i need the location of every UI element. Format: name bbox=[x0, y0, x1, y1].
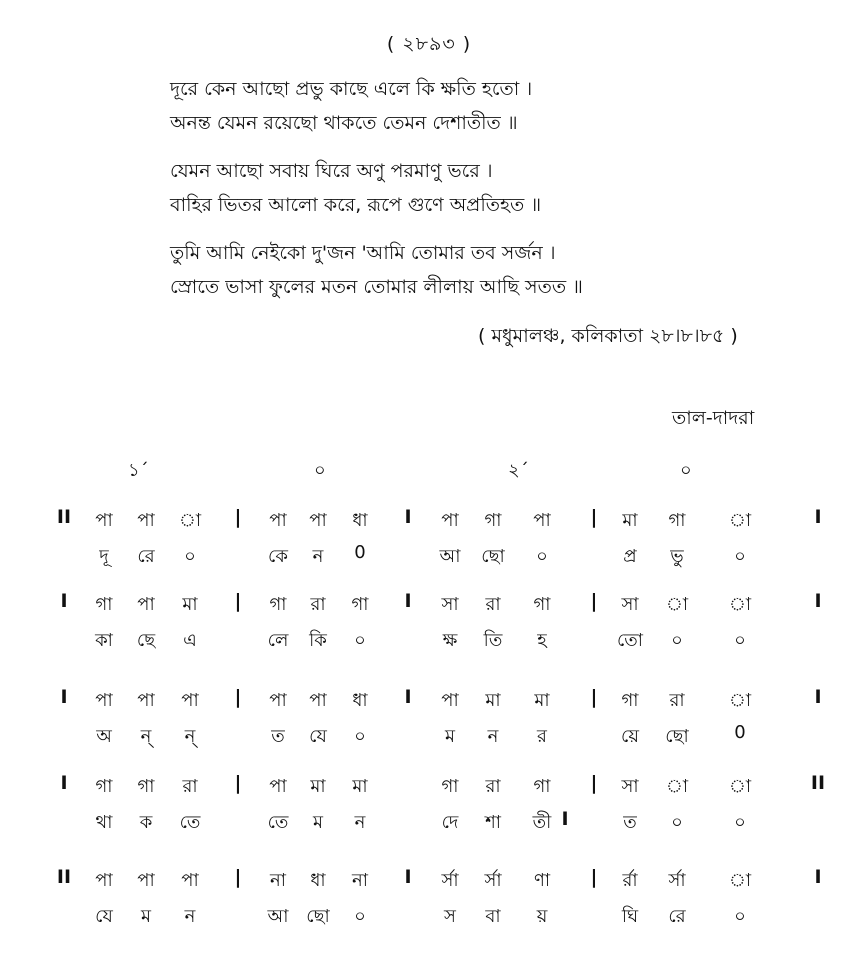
lyric-syllable: এ bbox=[183, 630, 197, 651]
swara-note: পা bbox=[95, 510, 113, 531]
lyric-line: তুমি আমি নেইকো দু'জন 'আমি তোমার তব সর্জন । bbox=[170, 242, 556, 264]
lyric-syllable: থা bbox=[95, 812, 113, 833]
swara-note: পা bbox=[309, 690, 327, 711]
lyric-syllable: 0 bbox=[734, 722, 746, 743]
swara-note: গা bbox=[137, 776, 155, 797]
beat-mark: ০ bbox=[680, 460, 692, 481]
lyric-syllable: কে bbox=[268, 546, 288, 567]
bar-line: I bbox=[814, 506, 822, 528]
notation-row bbox=[0, 772, 858, 844]
lyric-line: বাহির ভিতর আলো করে, রূপে গুণে অপ্রতিহত ॥ bbox=[170, 194, 542, 216]
source-citation: ( মধুমালঞ্চ, কলিকাতা ২৮।৮।৮৫ ) bbox=[478, 325, 738, 347]
swara-note: পা bbox=[137, 594, 155, 615]
lyric-syllable: ০ bbox=[184, 546, 196, 567]
beat-mark: ০ bbox=[314, 460, 326, 481]
lyric-syllable: তে bbox=[267, 812, 289, 833]
lyric-syllable: দূ bbox=[99, 546, 109, 567]
lyric-syllable: কা bbox=[95, 630, 113, 651]
swara-note: পা bbox=[181, 690, 199, 711]
lyric-syllable: বা bbox=[485, 906, 501, 927]
swara-note: গা bbox=[533, 594, 551, 615]
bar-line: | bbox=[234, 866, 242, 888]
song-number: ( ২৮৯৩ ) bbox=[386, 33, 472, 55]
swara-note: ধা bbox=[352, 690, 368, 711]
bar-line: I bbox=[561, 808, 569, 830]
swara-note: মা bbox=[622, 510, 638, 531]
lyric-syllable: কি bbox=[309, 630, 327, 651]
lyric-syllable: ছো bbox=[481, 546, 505, 567]
syllable-line bbox=[0, 542, 858, 578]
swara-note: ধা bbox=[310, 870, 326, 891]
swara-note: পা bbox=[269, 690, 287, 711]
bar-line: II bbox=[56, 866, 72, 888]
swara-note: সা bbox=[621, 594, 639, 615]
notation-row bbox=[0, 686, 858, 758]
lyric-syllable: অ bbox=[96, 726, 112, 747]
lyrics-block bbox=[170, 72, 810, 318]
lyric-syllable: য় bbox=[536, 906, 548, 927]
lyric-syllable: হ bbox=[537, 630, 547, 651]
bar-line: I bbox=[814, 590, 822, 612]
swara-note: সা bbox=[621, 776, 639, 797]
swara-note: গা bbox=[95, 594, 113, 615]
lyric-syllable: যে bbox=[95, 906, 113, 927]
swara-note: া bbox=[728, 690, 752, 711]
lyric-syllable: ন্ bbox=[140, 726, 152, 747]
swara-note: পা bbox=[137, 510, 155, 531]
swara-note: পা bbox=[137, 690, 155, 711]
lyric-syllable: ঘি bbox=[621, 906, 639, 927]
bar-line: | bbox=[234, 772, 242, 794]
lyric-line: স্রোতে ভাসা ফুলের মতন তোমার লীলায় আছি সতত ॥ bbox=[170, 276, 583, 298]
swara-note: রা bbox=[182, 776, 198, 797]
lyric-syllable: তো bbox=[616, 630, 644, 651]
lyric-syllable: যে bbox=[309, 726, 327, 747]
lyric-syllable: ০ bbox=[354, 726, 366, 747]
bar-line: | bbox=[590, 590, 598, 612]
lyric-line: যেমন আছো সবায় ঘিরে অণু পরমাণু ভরে । bbox=[170, 160, 493, 182]
lyric-syllable: ন্ bbox=[184, 726, 196, 747]
swara-note: মা bbox=[534, 690, 550, 711]
stanza bbox=[170, 236, 810, 304]
lyric-syllable: ক bbox=[139, 812, 153, 833]
lyric-syllable: রে bbox=[668, 906, 686, 927]
lyric-syllable: ক্ষ bbox=[442, 630, 458, 651]
swara-note: সা bbox=[441, 594, 459, 615]
swara-note: পা bbox=[441, 690, 459, 711]
lyric-syllable: ০ bbox=[734, 812, 746, 833]
lyric-syllable: রে bbox=[137, 546, 155, 567]
bar-line: II bbox=[56, 506, 72, 528]
lyric-syllable: ছো bbox=[306, 906, 330, 927]
lyric-syllable: 0 bbox=[354, 542, 366, 563]
stanza bbox=[170, 154, 810, 222]
swara-note: পা bbox=[533, 510, 551, 531]
bar-line: | bbox=[590, 866, 598, 888]
lyric-syllable: র bbox=[537, 726, 547, 747]
lyric-syllable: স bbox=[444, 906, 456, 927]
syllable-line bbox=[0, 722, 858, 758]
bar-line: I bbox=[60, 772, 68, 794]
lyric-syllable: ০ bbox=[354, 906, 366, 927]
swara-note: পা bbox=[181, 870, 199, 891]
lyric-syllable: ০ bbox=[734, 546, 746, 567]
lyric-syllable: ০ bbox=[536, 546, 548, 567]
lyric-syllable: দে bbox=[441, 812, 459, 833]
beat-mark: ১´ bbox=[128, 460, 149, 481]
swara-note: র্সা bbox=[484, 870, 502, 891]
swara-note: গা bbox=[95, 776, 113, 797]
swara-note: গা bbox=[533, 776, 551, 797]
swara-note: া bbox=[728, 510, 752, 531]
bar-line: I bbox=[404, 866, 412, 888]
swara-line bbox=[0, 772, 858, 808]
lyric-syllable: ন bbox=[354, 812, 366, 833]
bar-line: II bbox=[810, 772, 826, 794]
notation-row bbox=[0, 506, 858, 578]
lyric-syllable: ত bbox=[623, 812, 637, 833]
taal-label: তাল-দাদরা bbox=[672, 407, 755, 429]
bar-line: I bbox=[404, 506, 412, 528]
swara-note: গা bbox=[668, 510, 686, 531]
swara-line bbox=[0, 590, 858, 626]
lyric-syllable: আ bbox=[439, 546, 461, 567]
swara-note: ধা bbox=[352, 510, 368, 531]
swara-note: মা bbox=[310, 776, 326, 797]
lyric-syllable: ম bbox=[141, 906, 151, 927]
syllable-line bbox=[0, 902, 858, 938]
swara-note: র্সা bbox=[441, 870, 459, 891]
syllable-line bbox=[0, 808, 858, 844]
swara-note: া bbox=[728, 870, 752, 891]
lyric-syllable: ন bbox=[312, 546, 324, 567]
lyric-syllable: ন bbox=[487, 726, 499, 747]
lyric-syllable: ত bbox=[271, 726, 285, 747]
swara-note: পা bbox=[269, 776, 287, 797]
lyric-syllable: ছো bbox=[665, 726, 689, 747]
bar-line: | bbox=[590, 686, 598, 708]
swara-note: গা bbox=[621, 690, 639, 711]
swara-line bbox=[0, 686, 858, 722]
swara-line bbox=[0, 506, 858, 542]
lyric-syllable: ০ bbox=[734, 630, 746, 651]
swara-note: া bbox=[178, 510, 202, 531]
bar-line: I bbox=[60, 590, 68, 612]
bar-line: I bbox=[814, 686, 822, 708]
swara-note: রা bbox=[669, 690, 685, 711]
swara-note: না bbox=[270, 870, 286, 891]
lyric-syllable: ম bbox=[313, 812, 323, 833]
bar-line: | bbox=[234, 590, 242, 612]
swara-note: া bbox=[728, 594, 752, 615]
swara-note: পা bbox=[269, 510, 287, 531]
swara-note: পা bbox=[95, 690, 113, 711]
lyric-syllable: ০ bbox=[671, 630, 683, 651]
notation-row bbox=[0, 590, 858, 662]
lyric-syllable: ০ bbox=[354, 630, 366, 651]
swara-note: র্সা bbox=[668, 870, 686, 891]
swara-note: গা bbox=[351, 594, 369, 615]
lyric-syllable: ০ bbox=[671, 812, 683, 833]
swara-note: মা bbox=[485, 690, 501, 711]
lyric-syllable: তে bbox=[179, 812, 201, 833]
lyric-syllable: তি bbox=[483, 630, 503, 651]
bar-line: I bbox=[404, 686, 412, 708]
lyric-syllable: ভু bbox=[670, 546, 684, 567]
lyric-syllable: লে bbox=[267, 630, 289, 651]
swara-note: পা bbox=[95, 870, 113, 891]
lyric-syllable: তী bbox=[532, 812, 552, 833]
swara-note: া bbox=[728, 776, 752, 797]
swara-note: র্রা bbox=[622, 870, 638, 891]
bar-line: | bbox=[590, 772, 598, 794]
swara-note: রা bbox=[485, 776, 501, 797]
bar-line: | bbox=[590, 506, 598, 528]
swara-note: না bbox=[352, 870, 368, 891]
lyric-line: অনন্ত যেমন রয়েছো থাকতে তেমন দেশাতীত ॥ bbox=[170, 112, 518, 134]
swara-note: া bbox=[665, 594, 689, 615]
swara-note: মা bbox=[352, 776, 368, 797]
swara-note: রা bbox=[485, 594, 501, 615]
lyric-syllable: প্র bbox=[623, 546, 637, 567]
swara-note: পা bbox=[441, 510, 459, 531]
lyric-syllable: য়ে bbox=[621, 726, 639, 747]
bar-line: | bbox=[234, 506, 242, 528]
lyric-syllable: আ bbox=[267, 906, 289, 927]
swara-note: রা bbox=[310, 594, 326, 615]
swara-note: গা bbox=[269, 594, 287, 615]
swara-note: গা bbox=[441, 776, 459, 797]
beat-marks bbox=[0, 456, 858, 486]
syllable-line bbox=[0, 626, 858, 662]
notation-row bbox=[0, 866, 858, 938]
swara-note: পা bbox=[137, 870, 155, 891]
bar-line: I bbox=[60, 686, 68, 708]
lyric-syllable: শা bbox=[485, 812, 501, 833]
lyric-syllable: ম bbox=[445, 726, 455, 747]
lyric-syllable: ০ bbox=[734, 906, 746, 927]
lyric-syllable: ন bbox=[184, 906, 196, 927]
swara-note: া bbox=[665, 776, 689, 797]
swara-note: গা bbox=[484, 510, 502, 531]
bar-line: I bbox=[404, 590, 412, 612]
swara-note: ণা bbox=[533, 870, 551, 891]
bar-line: | bbox=[234, 686, 242, 708]
swara-note: মা bbox=[182, 594, 198, 615]
bar-line: I bbox=[814, 866, 822, 888]
stanza bbox=[170, 72, 810, 140]
beat-mark: ২´ bbox=[508, 460, 529, 481]
lyric-syllable: ছে bbox=[136, 630, 156, 651]
swara-note: পা bbox=[309, 510, 327, 531]
lyric-line: দূরে কেন আছো প্রভু কাছে এলে কি ক্ষতি হতো । bbox=[170, 78, 533, 100]
swara-line bbox=[0, 866, 858, 902]
